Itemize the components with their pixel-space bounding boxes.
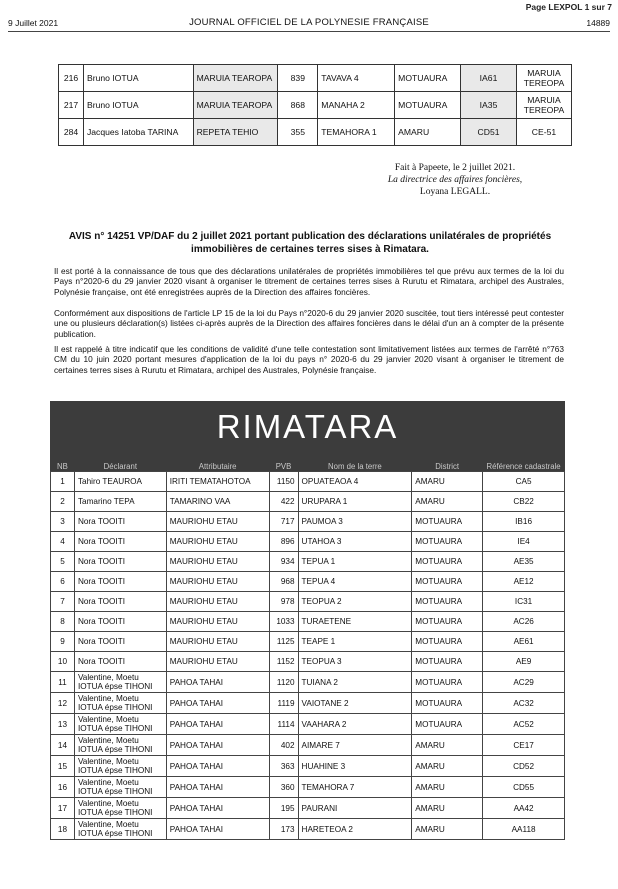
cell-pvb: 1120 [269, 672, 298, 693]
cell-district: AMARU [395, 119, 461, 146]
cell-district: MOTUAURA [412, 532, 483, 552]
cell-attributaire: PAHOA TAHAI [166, 777, 269, 798]
cell-district: AMARU [412, 777, 483, 798]
cell-pvb: 839 [278, 65, 318, 92]
rimatara-table [50, 453, 565, 840]
cell-nb: 9 [51, 632, 75, 652]
cell-ref: AC26 [483, 612, 565, 632]
cell-ref: CE17 [483, 735, 565, 756]
cell-ref: AC29 [483, 672, 565, 693]
cell-declarant: Nora TOOITI [74, 652, 166, 672]
cell-terre: PAUMOA 3 [298, 512, 412, 532]
rimatara-body [51, 472, 565, 840]
cell-terre: HARETEOA 2 [298, 819, 412, 840]
table-row [59, 92, 572, 119]
rimatara-declarations [50, 401, 565, 840]
cell-ref: AC32 [483, 693, 565, 714]
avis-title: AVIS n° 14251 VP/DAF du 2 juillet 2021 portant publication des déclarations unilatérales de propriétés immobilières de certaines terres sises à Rimatara. [68, 231, 552, 255]
cell-declarant: Nora TOOITI [74, 632, 166, 652]
cell-pvb: 978 [269, 592, 298, 612]
cell-attributaire: TAMARINO VAA [166, 492, 269, 512]
cell-attributaire: PAHOA TAHAI [166, 693, 269, 714]
table-row [51, 798, 565, 819]
previous-declarations-table [58, 64, 572, 146]
cell-terre: UTAHOA 3 [298, 532, 412, 552]
cell-attributaire: REPETA TEHIO [193, 119, 278, 146]
cell-pvb: 1033 [269, 612, 298, 632]
cell-terre: AIMARE 7 [298, 735, 412, 756]
cell-pvb: 422 [269, 492, 298, 512]
table-row [51, 512, 565, 532]
cell-declarant: Nora TOOITI [74, 612, 166, 632]
table-row [51, 714, 565, 735]
cell-nb: 3 [51, 512, 75, 532]
cell-nb: 217 [59, 92, 84, 119]
cell-pvb: 360 [269, 777, 298, 798]
cell-ref: AE12 [483, 572, 565, 592]
cell-district: AMARU [412, 492, 483, 512]
cell-ref: CA5 [483, 472, 565, 492]
cell-pvb: 868 [278, 92, 318, 119]
cell-declarant: Nora TOOITI [74, 532, 166, 552]
cell-declarant: Valentine, Moetu IOTUA épse TIHONI [74, 735, 166, 756]
cell-terre: TEMAHORA 7 [298, 777, 412, 798]
cell-declarant: Valentine, Moetu IOTUA épse TIHONI [74, 714, 166, 735]
cell-attributaire: MAURIOHU ETAU [166, 512, 269, 532]
cell-terre: VAIOTANE 2 [298, 693, 412, 714]
cell-declarant: Valentine, Moetu IOTUA épse TIHONI [74, 777, 166, 798]
cell-attributaire: MAURIOHU ETAU [166, 592, 269, 612]
cell-nb: 10 [51, 652, 75, 672]
cell-pvb: 1114 [269, 714, 298, 735]
cell-extra: MARUIA TEREOPA [516, 92, 571, 119]
table-row [59, 65, 572, 92]
cell-pvb: 195 [269, 798, 298, 819]
table-row [51, 552, 565, 572]
col-header-declarant: Déclarant [103, 462, 138, 471]
table-row [51, 612, 565, 632]
cell-nb: 16 [51, 777, 75, 798]
cell-ref: AE61 [483, 632, 565, 652]
cell-attributaire: MAURIOHU ETAU [166, 632, 269, 652]
cell-district: MOTUAURA [412, 714, 483, 735]
cell-attributaire: PAHOA TAHAI [166, 735, 269, 756]
cell-declarant: Nora TOOITI [74, 592, 166, 612]
cell-nb: 15 [51, 756, 75, 777]
cell-district: AMARU [412, 798, 483, 819]
cell-ref: CB22 [483, 492, 565, 512]
table-row [59, 119, 572, 146]
journal-title: JOURNAL OFFICIEL DE LA POLYNESIE FRANÇAISE [189, 17, 429, 28]
table-row [51, 572, 565, 592]
table-row [51, 592, 565, 612]
cell-attributaire: PAHOA TAHAI [166, 714, 269, 735]
table-row [51, 632, 565, 652]
table-row [51, 472, 565, 492]
table-row [51, 819, 565, 840]
cell-district: MOTUAURA [412, 693, 483, 714]
cell-terre: PAURANI [298, 798, 412, 819]
cell-district: MOTUAURA [412, 592, 483, 612]
cell-pvb: 934 [269, 552, 298, 572]
cell-declarant: Jacques Iatoba TARINA [83, 119, 193, 146]
cell-declarant: Valentine, Moetu IOTUA épse TIHONI [74, 756, 166, 777]
cell-district: MOTUAURA [412, 672, 483, 693]
table-row [51, 777, 565, 798]
cell-pvb: 968 [269, 572, 298, 592]
cell-terre: MANAHA 2 [318, 92, 395, 119]
lexpol-page-indicator: Page LEXPOL 1 sur 7 [525, 2, 612, 12]
cell-terre: TEPUA 1 [298, 552, 412, 572]
cell-ref: IA35 [461, 92, 517, 119]
cell-district: MOTUAURA [412, 572, 483, 592]
cell-declarant: Valentine, Moetu IOTUA épse TIHONI [74, 693, 166, 714]
cell-attributaire: MAURIOHU ETAU [166, 552, 269, 572]
cell-nb: 5 [51, 552, 75, 572]
cell-pvb: 402 [269, 735, 298, 756]
cell-declarant: Valentine, Moetu IOTUA épse TIHONI [74, 672, 166, 693]
cell-nb: 1 [51, 472, 75, 492]
cell-nb: 14 [51, 735, 75, 756]
cell-district: MOTUAURA [412, 552, 483, 572]
header-page-number: 14889 [586, 18, 610, 28]
cell-pvb: 1119 [269, 693, 298, 714]
cell-nb: 18 [51, 819, 75, 840]
cell-terre: URUPARA 1 [298, 492, 412, 512]
cell-nb: 2 [51, 492, 75, 512]
col-header-pvb: PVB [275, 462, 292, 471]
cell-terre: TAVAVA 4 [318, 65, 395, 92]
cell-attributaire: PAHOA TAHAI [166, 798, 269, 819]
table-row [51, 693, 565, 714]
table-row [51, 756, 565, 777]
cell-pvb: 1125 [269, 632, 298, 652]
cell-nb: 6 [51, 572, 75, 592]
cell-attributaire: PAHOA TAHAI [166, 672, 269, 693]
cell-nb: 8 [51, 612, 75, 632]
cell-district: AMARU [412, 819, 483, 840]
cell-attributaire: PAHOA TAHAI [166, 819, 269, 840]
cell-terre: TEAPE 1 [298, 632, 412, 652]
table-row [51, 652, 565, 672]
cell-ref: AE9 [483, 652, 565, 672]
cell-attributaire: MARUIA TEAROPA [193, 92, 278, 119]
cell-district: AMARU [412, 735, 483, 756]
cell-district: MOTUAURA [412, 652, 483, 672]
cell-district: AMARU [412, 756, 483, 777]
cell-attributaire: MAURIOHU ETAU [166, 652, 269, 672]
cell-terre: TEPUA 4 [298, 572, 412, 592]
cell-nb: 216 [59, 65, 84, 92]
cell-declarant: Nora TOOITI [74, 512, 166, 532]
avis-paragraph-1: Il est porté à la connaissance de tous que des déclarations unilatérales de propriétés immobilières tel que prévu aux termes de la loi du Pays n°2020-6 du 29 janvier 2020 visant à organiser le titrement de certaines terres sises à Rurutu et Rimatara, archipel des Australes, Polynésie française, ont été enregistrées auprès de la Direction des affaires foncières. [54, 266, 564, 297]
cell-ref: AA118 [483, 819, 565, 840]
cell-nb: 12 [51, 693, 75, 714]
cell-nb: 4 [51, 532, 75, 552]
cell-ref: IA61 [461, 65, 517, 92]
cell-pvb: 717 [269, 512, 298, 532]
cell-extra: CE-51 [516, 119, 571, 146]
cell-district: MOTUAURA [412, 612, 483, 632]
cell-ref: AE35 [483, 552, 565, 572]
cell-pvb: 1152 [269, 652, 298, 672]
cell-extra: MARUIA TEREOPA [516, 65, 571, 92]
cell-declarant: Valentine, Moetu IOTUA épse TIHONI [74, 798, 166, 819]
cell-attributaire: IRITI TEMATAHOTOA [166, 472, 269, 492]
avis-paragraph-2: Conformément aux dispositions de l'article LP 15 de la loi du Pays n°2020-6 du 29 janvier 2020 suscitée, tout tiers intéressé peut contester une ou plusieurs déclaration(s) listées ci-après auprès de la Direction des affaires foncières dans le délai d'un an à compter de la présente publication. [54, 308, 564, 339]
cell-terre: TEMAHORA 1 [318, 119, 395, 146]
cell-ref: IE4 [483, 532, 565, 552]
cell-ref: CD52 [483, 756, 565, 777]
cell-terre: HUAHINE 3 [298, 756, 412, 777]
previous-declarations-body [59, 65, 572, 146]
col-header-ref: Référence cadastrale [486, 462, 561, 471]
cell-pvb: 1150 [269, 472, 298, 492]
cell-pvb: 355 [278, 119, 318, 146]
cell-terre: TUIANA 2 [298, 672, 412, 693]
cell-declarant: Nora TOOITI [74, 552, 166, 572]
cell-nb: 7 [51, 592, 75, 612]
rimatara-header-row [51, 453, 565, 472]
cell-attributaire: MAURIOHU ETAU [166, 572, 269, 592]
avis-paragraph-3: Il est rappelé à titre indicatif que les conditions de validité d'une telle contestation sont limitativement listées aux termes de l'arrêté n°763 CM du 10 juin 2020 portant mesures d'application de la loi du pays n° 2020-6 du 29 janvier 2020 visant à organiser le titrement de certaines terres sises à Rurutu et Rimatara, archipel des Australes, Polynésie française. [54, 344, 564, 375]
cell-ref: CD55 [483, 777, 565, 798]
header-divider [8, 31, 610, 32]
rimatara-banner-title: RIMATARA [216, 408, 399, 445]
col-header-terre: Nom de la terre [328, 462, 382, 471]
signature-name: Loyana LEGALL. [419, 187, 491, 197]
table-row [51, 735, 565, 756]
cell-declarant: Valentine, Moetu IOTUA épse TIHONI [74, 819, 166, 840]
cell-attributaire: MAURIOHU ETAU [166, 612, 269, 632]
cell-nb: 11 [51, 672, 75, 693]
cell-attributaire: MARUIA TEAROPA [193, 65, 278, 92]
cell-attributaire: MAURIOHU ETAU [166, 532, 269, 552]
cell-terre: TURAETENE [298, 612, 412, 632]
col-header-nb: NB [57, 462, 68, 471]
cell-district: MOTUAURA [395, 65, 461, 92]
cell-declarant: Nora TOOITI [74, 572, 166, 592]
cell-district: MOTUAURA [395, 92, 461, 119]
signature-place-date: Fait à Papeete, le 2 juillet 2021. [394, 163, 516, 173]
table-row [51, 672, 565, 693]
cell-district: MOTUAURA [412, 632, 483, 652]
cell-attributaire: PAHOA TAHAI [166, 756, 269, 777]
cell-district: MOTUAURA [412, 512, 483, 532]
cell-pvb: 896 [269, 532, 298, 552]
cell-terre: VAAHARA 2 [298, 714, 412, 735]
signature-block [360, 162, 550, 198]
cell-declarant: Tamarino TEPA [74, 492, 166, 512]
cell-terre: OPUATEAOA 4 [298, 472, 412, 492]
cell-ref: CD51 [461, 119, 517, 146]
table-row [51, 532, 565, 552]
signature-role: La directrice des affaires foncières, [387, 175, 523, 185]
table-row [51, 492, 565, 512]
cell-ref: AA42 [483, 798, 565, 819]
cell-nb: 17 [51, 798, 75, 819]
col-header-attributaire: Attributaire [198, 462, 237, 471]
header-date: 9 Juillet 2021 [8, 18, 59, 28]
cell-declarant: Bruno IOTUA [83, 65, 193, 92]
cell-declarant: Bruno IOTUA [83, 92, 193, 119]
cell-ref: AC52 [483, 714, 565, 735]
cell-ref: IC31 [483, 592, 565, 612]
cell-nb: 284 [59, 119, 84, 146]
cell-terre: TEOPUA 3 [298, 652, 412, 672]
col-header-district: District [435, 462, 460, 471]
cell-declarant: Tahiro TEAUROA [74, 472, 166, 492]
cell-nb: 13 [51, 714, 75, 735]
cell-pvb: 363 [269, 756, 298, 777]
cell-terre: TEOPUA 2 [298, 592, 412, 612]
cell-ref: IB16 [483, 512, 565, 532]
cell-pvb: 173 [269, 819, 298, 840]
cell-district: AMARU [412, 472, 483, 492]
